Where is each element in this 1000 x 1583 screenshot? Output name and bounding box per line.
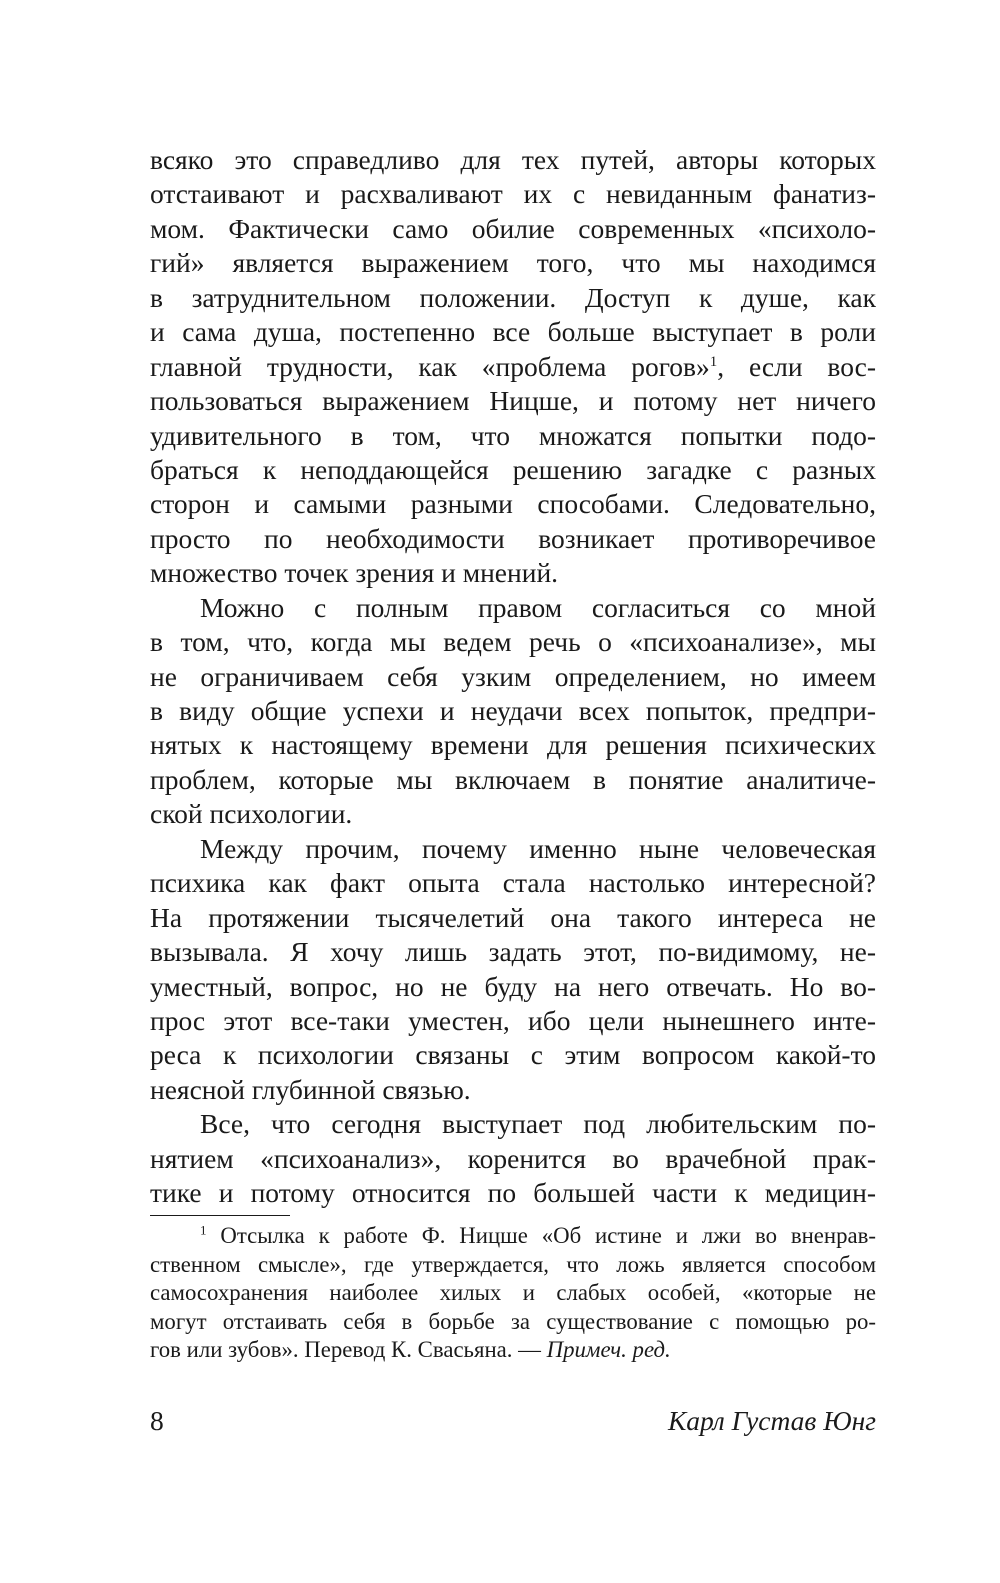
text-line: проблем, которые мы включаем в понятие аналитиче-: [150, 763, 876, 795]
footnote-line: могут отстаивать себя в борьбе за существование с помощью ро-: [150, 1308, 876, 1334]
text-line: реса к психологии связаны с этим вопросом какой-то: [150, 1039, 876, 1071]
text-line: в виду общие успехи и неудачи всех попыток, предпри-: [150, 695, 876, 726]
text-fragment: главной трудности, как «проблема рогов»: [150, 350, 710, 382]
text-line: ской психологии.: [150, 798, 353, 830]
text-fragment: Отсылка к работе Ф. Ницше «Об истине и лжи во вненрав-: [220, 1223, 876, 1248]
text-line: тике и потому относится по большей части к медицин-: [150, 1177, 876, 1209]
text-line: прос этот все-таки уместен, ибо цели нынешнего инте-: [150, 1004, 876, 1036]
text-line: Все, что сегодня выступает под любительским по-: [200, 1108, 876, 1140]
text-line: в затруднительном положении. Доступ к душе, как: [150, 281, 876, 313]
text-line: сторон и самыми разными способами. Следовательно,: [150, 488, 876, 520]
text-line: просто по необходимости возникает противоречивое: [150, 522, 876, 554]
text-line: пользоваться выражением Ницше, и потому нет ничего: [150, 385, 876, 417]
text-line: и сама душа, постепенно все больше выступает в роли: [150, 316, 876, 348]
text-fragment: гов или зубов». Перевод К. Свасьяна. —: [150, 1337, 547, 1362]
text-line: не ограничиваем себя узким определением, но имеем: [150, 660, 876, 692]
text-line: множество точек зрения и мнений.: [150, 557, 559, 589]
text-line: удивительного в том, что множатся попытки подо-: [150, 419, 876, 451]
text-line: [150, 350, 876, 384]
page-number: 8: [150, 1405, 164, 1436]
text-line: нятием «психоанализ», коренится во врачебной прак-: [150, 1142, 876, 1174]
text-line: отстаивают и расхваливают их с невиданным фанатиз-: [150, 178, 876, 210]
footnote-reference: 1: [709, 353, 718, 370]
editor-note-label: Примеч. ред.: [546, 1337, 671, 1362]
text-line: нятых к настоящему времени для решения психических: [150, 729, 876, 761]
running-title: Карл Густав Юнг: [668, 1405, 876, 1436]
text-line: На протяжении тысячелетий она такого интереса не: [150, 901, 876, 933]
footnote-line: самосохранения наиболее хилых и слабых особей, «которые не: [150, 1280, 876, 1305]
footnote-line: ственном смысле», где утверждается, что ложь является способом: [150, 1251, 876, 1277]
footnote-line: [150, 1222, 876, 1251]
footnote: [150, 1222, 876, 1365]
text-line: всяко это справедливо для тех путей, авторы которых: [150, 144, 876, 175]
text-line: в том, что, когда мы ведем речь о «психоанализе», мы: [150, 626, 876, 658]
footnote-line: [150, 1336, 876, 1365]
text-line: Можно с полным правом согласиться со мной: [200, 591, 876, 623]
footnote-divider: [150, 1215, 290, 1216]
text-line: вызывала. Я хочу лишь задать этот, по-видимому, не-: [150, 936, 876, 968]
text-line: уместный, вопрос, но не буду на него отвечать. Но во-: [150, 970, 876, 1002]
text-line: неясной глубинной связью.: [150, 1073, 471, 1105]
text-fragment: , если вос-: [717, 350, 876, 382]
body-text: [150, 143, 876, 1211]
text-line: мом. Фактически само обилие современных «психоло-: [150, 212, 876, 244]
text-line: Между прочим, почему именно ныне человеческая: [200, 832, 876, 864]
text-line: браться к неподдающейся решению загадке с разных: [150, 453, 876, 485]
text-line: гий» является выражением того, что мы находимся: [150, 247, 876, 279]
text-line: психика как факт опыта стала настолько интересной?: [150, 867, 876, 899]
footnote-number: 1: [200, 1222, 207, 1238]
